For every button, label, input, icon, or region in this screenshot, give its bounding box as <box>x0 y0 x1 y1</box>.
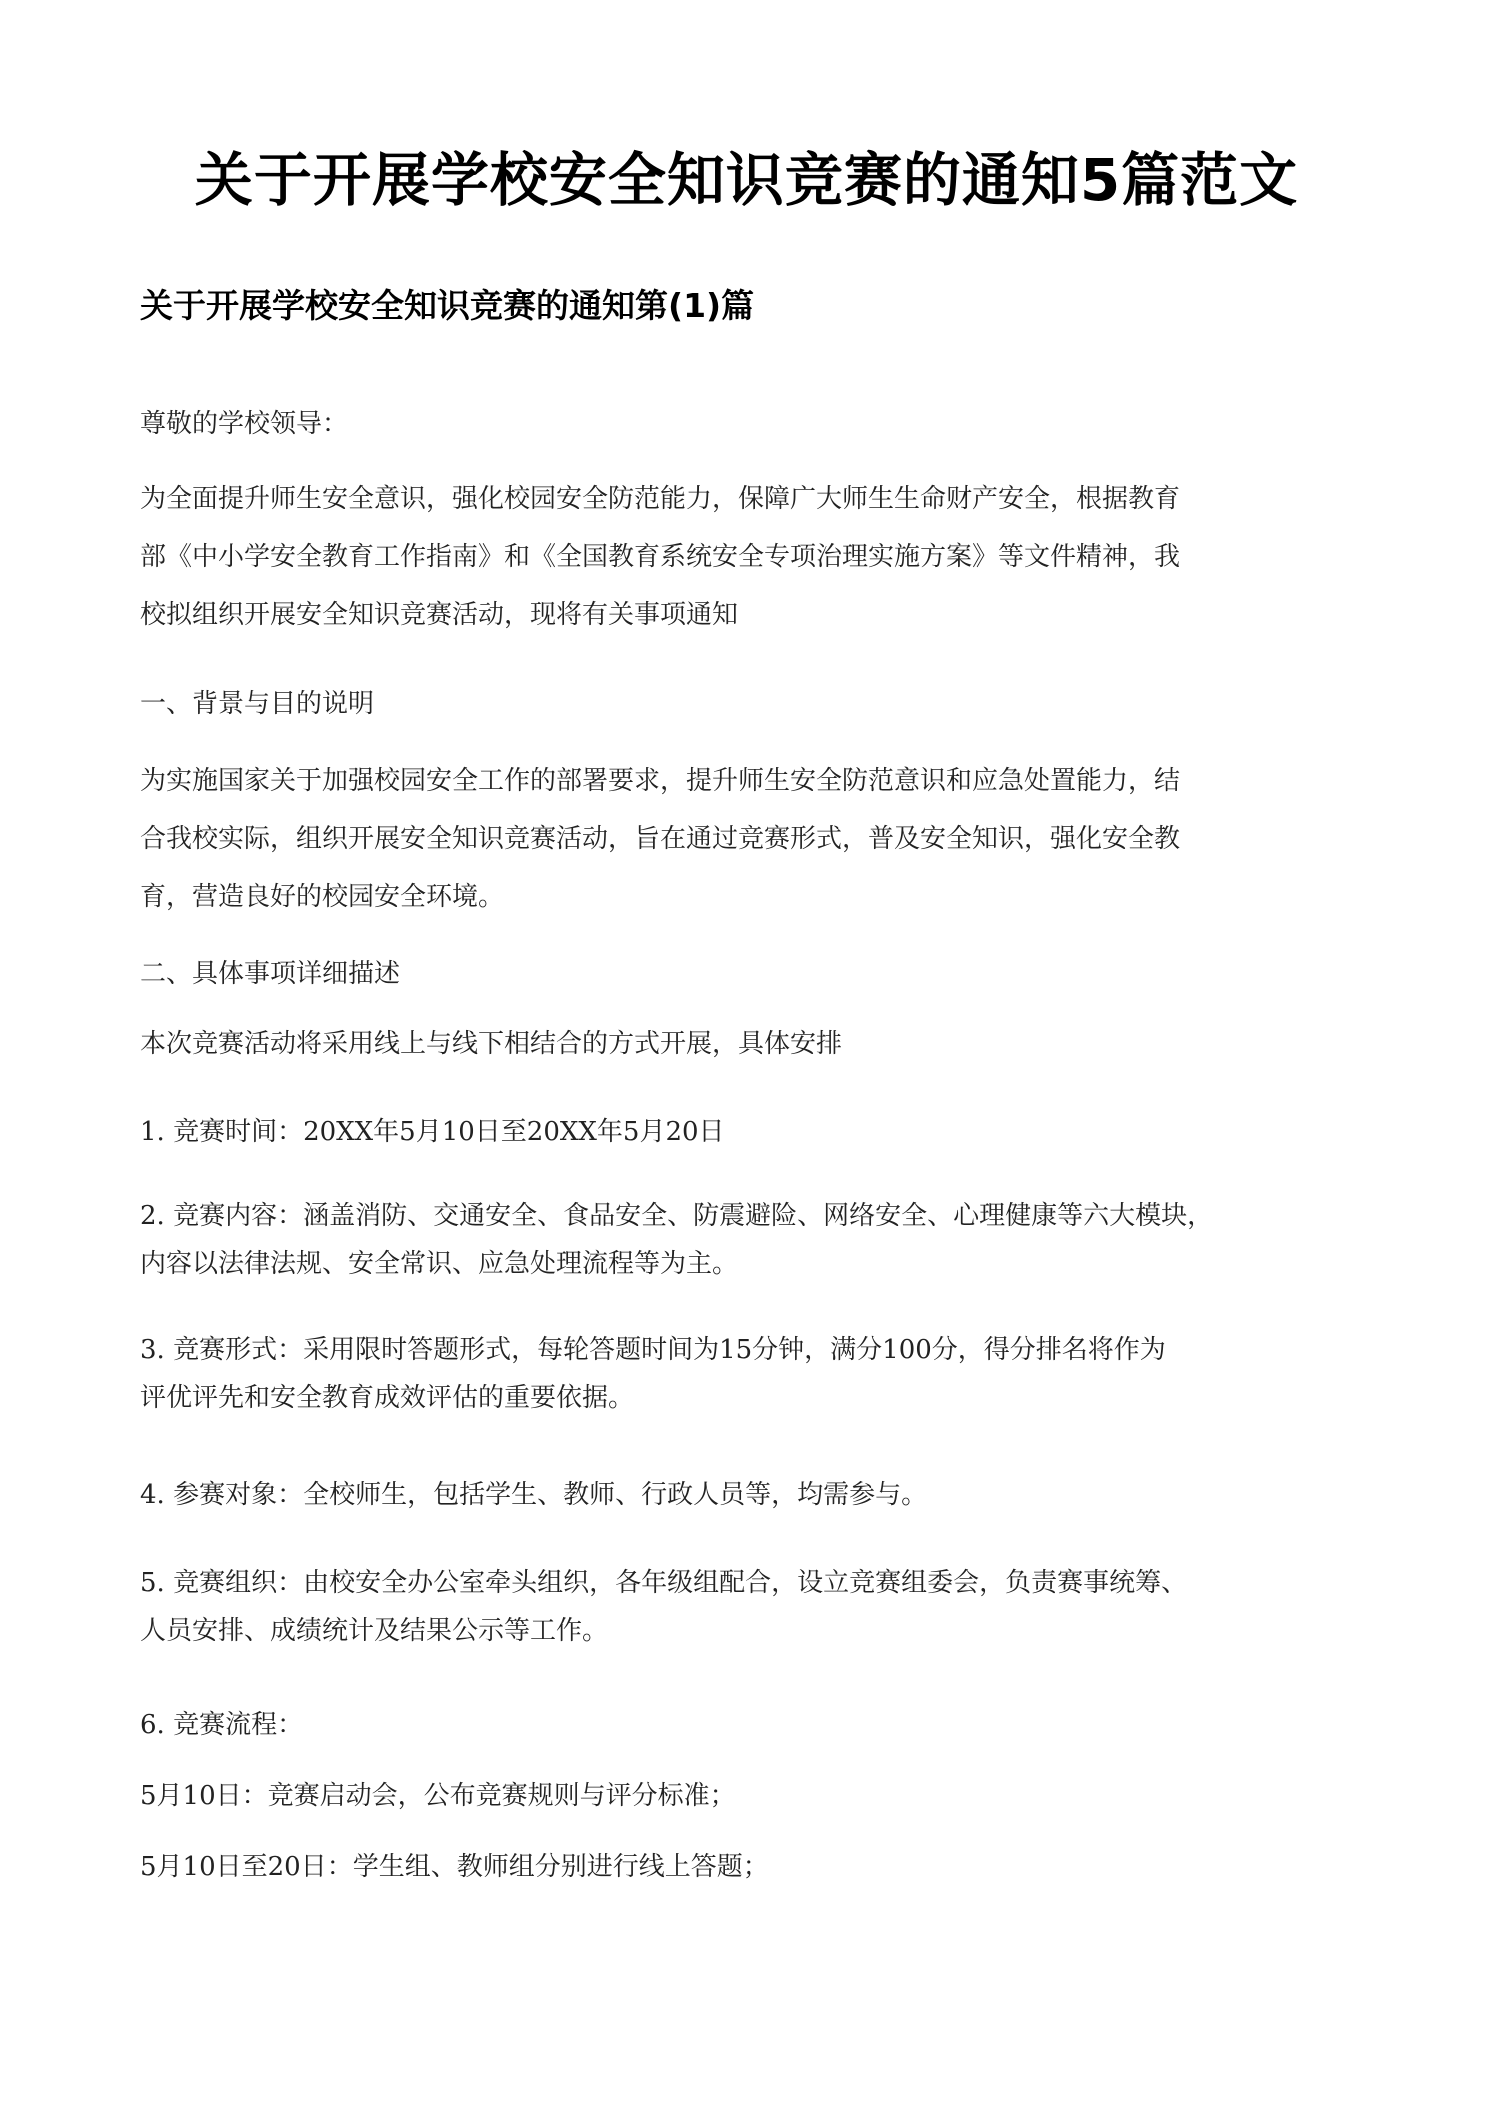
intro-line: 校拟组织开展安全知识竞赛活动，现将有关事项通知 <box>140 600 739 630</box>
intro-line: 为全面提升师生安全意识，强化校园安全防范能力，保障广大师生生命财产安全，根据教育 <box>140 484 1181 514</box>
section2-heading: 二、具体事项详细描述 <box>140 959 401 989</box>
item-2 <box>140 1192 1360 1288</box>
item-5 <box>140 1559 1360 1655</box>
item-1 <box>140 1112 1360 1152</box>
item-4 <box>140 1475 1360 1515</box>
item-line: 2. 竞赛内容：涵盖消防、交通安全、食品安全、防震避险、网络安全、心理健康等六大模块， <box>140 1201 1214 1231</box>
document-title: 关于开展学校安全知识竞赛的通知5篇范文 <box>194 146 1299 214</box>
salutation: 尊敬的学校领导： <box>140 409 349 439</box>
section2-intro: 本次竞赛活动将采用线上与线下相结合的方式开展，具体安排 <box>140 1029 843 1059</box>
item-line: 3. 竞赛形式：采用限时答题形式，每轮答题时间为15分钟，满分100分，得分排名将作为 <box>140 1335 1166 1365</box>
intro-paragraph <box>140 470 1360 644</box>
schedule-item: 5月10日：竞赛启动会，公布竞赛规则与评分标准； <box>140 1781 736 1811</box>
item-line: 5. 竞赛组织：由校安全办公室牵头组织，各年级组配合，设立竞赛组委会，负责赛事统筹、 <box>140 1568 1188 1598</box>
item-line: 内容以法律法规、安全常识、应急处理流程等为主。 <box>140 1249 739 1279</box>
item-6 <box>140 1705 1360 1745</box>
item-line: 1. 竞赛时间：20XX年5月10日至20XX年5月20日 <box>140 1117 725 1147</box>
item-line: 4. 参赛对象：全校师生，包括学生、教师、行政人员等，均需参与。 <box>140 1480 928 1510</box>
section1-line: 育，营造良好的校园安全环境。 <box>140 882 505 912</box>
item-3 <box>140 1326 1360 1422</box>
item-line: 评优评先和安全教育成效评估的重要依据。 <box>140 1383 635 1413</box>
section1-line: 合我校实际，组织开展安全知识竞赛活动，旨在通过竞赛形式，普及安全知识，强化安全教 <box>140 824 1181 854</box>
section1-heading: 一、背景与目的说明 <box>140 689 375 719</box>
intro-line: 部《中小学安全教育工作指南》和《全国教育系统安全专项治理实施方案》等文件精神，我 <box>140 542 1181 572</box>
section-heading: 关于开展学校安全知识竞赛的通知第(1)篇 <box>140 286 755 325</box>
schedule-item: 5月10日至20日：学生组、教师组分别进行线上答题； <box>140 1852 769 1882</box>
item-line: 人员安排、成绩统计及结果公示等工作。 <box>140 1616 609 1646</box>
section1-paragraph <box>140 752 1360 926</box>
item-line: 6. 竞赛流程： <box>140 1710 304 1740</box>
section1-line: 为实施国家关于加强校园安全工作的部署要求，提升师生安全防范意识和应急处置能力，结 <box>140 766 1181 796</box>
